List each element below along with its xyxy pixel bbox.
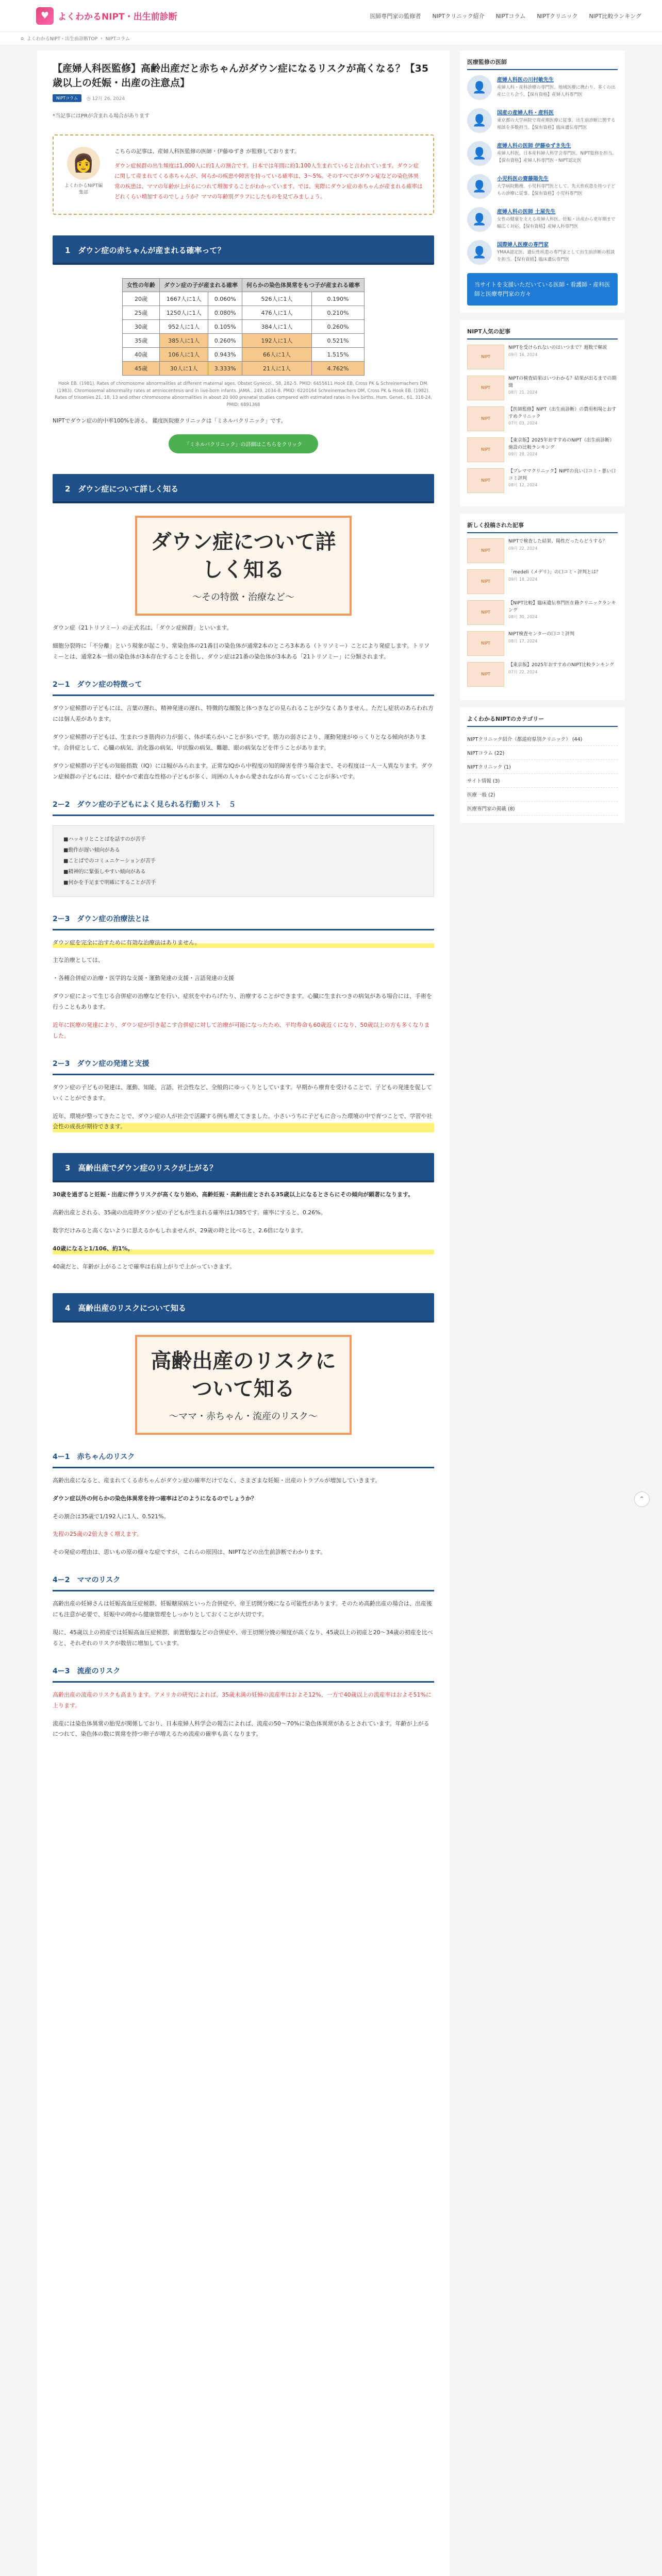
post-title[interactable]: 「medeli（メデリ）」の口コミ・評判とは？ <box>508 570 601 575</box>
post-item[interactable] <box>467 468 618 493</box>
section-4-heading: 4 高齢出産のリスクについて知る <box>53 1293 434 1323</box>
doctor-name[interactable]: 産婦人科医の川村敏先生 <box>497 77 554 83</box>
doctor-text <box>497 141 618 166</box>
doctor-text <box>497 108 618 133</box>
table-cell: 3.333% <box>208 362 242 376</box>
breadcrumb-category[interactable]: NIPTコラム <box>105 37 130 42</box>
post-date: 08月 30, 2024 <box>508 615 538 620</box>
post-thumbnail: NIPT <box>467 631 504 656</box>
doctor-text <box>497 75 618 100</box>
post-title[interactable]: 【東京版】2025年おすすめのNIPT（出生前診断）施設の比較ランキング <box>508 438 615 450</box>
table-cell: 106人に1人 <box>160 348 208 362</box>
sec3-p3: 数字だけみると高くないように思えるかもしれませんが、29歳の時と比べると、2.6倍になります。 <box>53 1227 307 1234</box>
table-cell: 192人に1人 <box>242 334 312 348</box>
site-logo[interactable] <box>36 7 177 25</box>
breadcrumb-sep: › <box>101 36 103 41</box>
section-2-4-heading: 2ー3 ダウン症の発達と支援 <box>53 1058 434 1075</box>
post-thumbnail: NIPT <box>467 569 504 594</box>
hero-2-sub: 〜その特徴・治療など〜 <box>192 592 294 603</box>
nav-clinic[interactable]: NIPTクリニック <box>537 12 578 20</box>
doctor-text <box>497 207 618 232</box>
popular-card <box>460 320 625 506</box>
category-link[interactable]: 医療一般 (2) <box>467 788 618 802</box>
risk-table-body <box>123 292 365 376</box>
behavior-list <box>53 825 434 897</box>
table-cell: 385人に1人 <box>160 334 208 348</box>
nav-supervisors[interactable]: 医師専門家の監修者 <box>370 12 421 20</box>
sec23-p3: ダウン症によって生じる合併症の治療などを行い、症状をやわらげたり、治療することができます。心臓に生まれつきの病気がある場合には、手術を行うこともあります。 <box>53 993 432 1011</box>
post-item[interactable] <box>467 631 618 656</box>
sec21-p3: ダウン症候群の子どもの知能指数（IQ）には幅がみられます。正常なIQから中程度の知的障害を伴う場合まで、その程度は一人一人異なります。ダウン症候群の子どもには、穏やかで素直な性格の子どもが多く、周囲の人々から愛されながら育っていくことが多いです。 <box>53 762 433 780</box>
doctor-desc: 産婦人科医。日本産科婦人科学会専門医。NIPT監修を担当。【保有資格】産婦人科専門医・NIPT認定医 <box>497 151 617 163</box>
sec23-p2: 主な治療としては、 <box>53 957 104 964</box>
article-main <box>37 50 450 2576</box>
supporter-cta[interactable]: 当サイトを支援いただいている医師・看護師・産科医師と医療専門家の方々 <box>467 273 618 306</box>
post-text <box>508 406 618 431</box>
table-cell: 1667人に1人 <box>160 292 208 306</box>
doctor-avatar-icon: 👤 <box>467 240 492 265</box>
breadcrumb-home[interactable]: よくわかるNIPT・出生前診断TOP <box>26 37 98 42</box>
doctor-avatar-icon: 👤 <box>467 141 492 166</box>
category-title: よくわかるNIPTのカテゴリー <box>467 715 618 727</box>
table-citation: Hook EB. (1981). Rates of chromosome abnormalities at different maternal ages. Obstet Gynecol., 58, 282-5. PMID: 6455611 Hook EB, Cross PK & Schreinemachers DM. (1983). Chromosomal abnormality rates at amniocentesis and in live-born infants. JAMA., 249, 2034-8. PMID: 6220164 Schreinemachers DM, Cross PK & Hook EB. (1982). Rates of trisomies 21, 18, 13 and other chromosome abnormalities in about 20 000 prenatal studies compared with estimated rates in live births. Hum. Genet., 61, 318-24. PMID: 6891368 <box>55 381 432 408</box>
section-4-1-heading: 4ー1 赤ちゃんのリスク <box>53 1451 434 1468</box>
table-row <box>123 306 365 320</box>
sec41-p5: その発症の理由は、思いもの原の様々な症ですが、これらの原因は、NIPTなどの出生前診断でわかります。 <box>53 1549 326 1556</box>
doctor-text <box>497 240 618 265</box>
post-date: 09月 22, 2024 <box>508 546 538 551</box>
post-text <box>508 600 618 625</box>
doctor-name[interactable]: 産婦人科の医師 土屋先生 <box>497 209 556 215</box>
sec24-p2: 近年、環境が整ってきたことで、ダウン症の人が社会で活躍する例も増えてきました。小さいうちに子どもに合った環境の中で育つことで、学習や社会性の成長が期待できます。 <box>53 1111 434 1133</box>
table-cell: 0.190% <box>311 292 364 306</box>
post-item[interactable] <box>467 662 618 687</box>
doctor-item <box>467 141 618 166</box>
section-2-heading: 2 ダウン症について詳しく知る <box>53 474 434 503</box>
pr-note: *当記事にはPRが含まれる場合があります <box>53 113 150 120</box>
table-row <box>123 334 365 348</box>
doctor-desc: YMAA認定医、遺伝性疾患の専門家として出生前診断の相談を担当。【保有資格】臨床遺伝専門医 <box>497 250 615 262</box>
editor-face-icon: 👩 <box>67 147 100 180</box>
doctor-desc: 大学病院勤務。小児科専門医として、先天性疾患を持つ子どもの診療に従事。【保有資格】小児科専門医 <box>497 184 616 196</box>
hero-2-title: ダウン症について詳しく知る <box>151 530 336 582</box>
post-title[interactable]: NIPTを受けられないのはいつまで？週数で解説 <box>508 345 607 351</box>
post-thumbnail: NIPT <box>467 376 504 400</box>
table-cell: 1.515% <box>311 348 364 362</box>
editor-avatar <box>63 147 104 202</box>
sec2-p2: 細胞分裂時に「不分離」という現象が起こり、常染色体の21番目の染色体が通常2本のところ3本ある（トリソミー）ことにより発症します。トリソミーとは、通常2本一組の染色体が3本存在することを指し、ダウン症は21番の染色体が3本ある「21トリソミー」に分類されます。 <box>53 642 430 660</box>
post-title[interactable]: 【プレママクリニック】NIPTの良い口コミ・悪い口コミ評判 <box>508 469 616 481</box>
list-item: ■ことばでのコミュニケーションが苦手 <box>63 858 156 864</box>
doctor-list <box>467 75 618 265</box>
category-link[interactable]: サイト情報 (3) <box>467 774 618 788</box>
nav-column[interactable]: NIPTコラム <box>495 12 526 20</box>
table-cell: 0.260% <box>311 320 364 334</box>
sec21-p1: ダウン症候群の子どもには、言葉の遅れ、精神発達の遅れ、特徴的な顔貌と体つきなどの見られることが少なくありません。ただし症状のあらわれ方には個人差があります。 <box>53 705 434 723</box>
doctor-desc: 女性の健康を支える産婦人科医。妊娠・出産から更年期まで幅広く対応。【保有資格】産婦人科専門医 <box>497 217 616 229</box>
table-cell: 4.762% <box>311 362 364 376</box>
clinic-detail-button[interactable]: 「ミネルバクリニック」の詳細はこちらをクリック <box>169 434 318 453</box>
site-header <box>0 0 662 32</box>
risk-table <box>122 278 365 376</box>
doctor-avatar-icon: 👤 <box>467 75 492 100</box>
th-down: ダウン症の子が産まれる確率 <box>160 278 242 292</box>
category-tag[interactable]: NIPTコラム <box>53 94 81 102</box>
doctor-item <box>467 108 618 133</box>
sec21-p2: ダウン症候群の子どもは、生まれつき筋肉の力が弱く、体が柔らかいことが多いです。筋力の弱さにより、運動発達がゆっくりとなる傾向があります。合併症として、心臓の病気、消化器の病気、甲状腺の病気、難聴、眼の病気などを伴うことがあります。 <box>53 733 426 751</box>
post-text <box>508 468 618 493</box>
sec3-p2: 高齢出産とされる、35歳の出産時ダウン症の子どもが生まれる確率は1/385です。確率にすると、0.26%。 <box>53 1209 326 1216</box>
post-item[interactable] <box>467 406 618 431</box>
sec43-p2: 流産には染色体異常の胎児が関係しており、日本産婦人科学会の報告によれば、流産の50〜70%に染色体異常があるとされています。年齢が上がるにつれて、染色体の数に異常を持つ卵子が増えるため流産の確率も高くなります。 <box>53 1720 429 1738</box>
intro-box <box>53 134 434 215</box>
post-thumbnail: NIPT <box>467 468 504 493</box>
table-cell: 0.260% <box>208 334 242 348</box>
post-text <box>508 538 607 563</box>
post-title[interactable]: NIPTの検査結果はいつわかる？結果が出るまでの期間 <box>508 376 617 388</box>
doctor-name[interactable]: 小児科医の齋藤陽先生 <box>497 176 549 182</box>
table-cell: 0.105% <box>208 320 242 334</box>
category-link[interactable]: NIPTコラム (22) <box>467 746 618 760</box>
doctor-name[interactable]: 産婦人科の医師 伊藤ゆずき先生 <box>497 143 571 149</box>
article-title: 【産婦人科医監修】高齢出産だと赤ちゃんがダウン症になるリスクが高くなる？【35歳以上の妊娠・出産の注意点】 <box>53 63 429 89</box>
table-cell: 384人に1人 <box>242 320 312 334</box>
logo-text: よくわかるNIPT・出生前診断 <box>58 12 177 22</box>
post-title[interactable]: 【東京版】2025年おすすめのNIPT比較ランキング <box>508 663 615 668</box>
intro-supervisor: こちらの記事は、産婦人科医監修の医師・伊藤ゆずき が監修しております。 <box>114 148 300 155</box>
scroll-top-button[interactable] <box>634 1492 650 1507</box>
doctor-avatar-icon: 👤 <box>467 174 492 199</box>
section-2-1-heading: 2ー1 ダウン症の特徴って <box>53 679 434 696</box>
recent-title: 新しく投稿された記事 <box>467 521 618 533</box>
post-date: 09月 18, 2024 <box>508 577 538 582</box>
clinic-note: NIPTでダウン症の的中率100%を誇る、 鑑度医院療クリニックは「ミネルバクリニック」です。 <box>53 417 287 424</box>
table-cell: 21人に1人 <box>242 362 312 376</box>
table-cell: 0.521% <box>311 334 364 348</box>
post-title[interactable]: NIPTで検査した結果、陽性だったらどうする？ <box>508 539 607 545</box>
section-2-3-heading: 2ー3 ダウン症の治療法とは <box>53 913 434 930</box>
th-age: 女性の年齢 <box>123 278 160 292</box>
post-text <box>508 631 574 656</box>
table-cell: 0.943% <box>208 348 242 362</box>
category-link[interactable]: NIPTクリニック紹介（都道府県別クリニック） (44) <box>467 732 618 746</box>
publish-date: ◷ 12月 26, 2024 <box>86 96 125 102</box>
sec41-p2: ダウン症以外の何らかの染色体異常を持つ確率はどのようになるのでしょうか？ <box>53 1495 257 1502</box>
list-item: ■何かを手足まで明確にすることが苦手 <box>63 879 156 886</box>
table-cell: 1250人に1人 <box>160 306 208 320</box>
post-item[interactable] <box>467 376 618 400</box>
table-cell: 526人に1人 <box>242 292 312 306</box>
table-cell: 476人に1人 <box>242 306 312 320</box>
post-text <box>508 437 618 462</box>
doctor-item <box>467 240 618 265</box>
sec43-p1: 高齢出産の流産のリスクも高まります。アメリカの研究によれば、35歳未満の妊婦の流産率はおよそ12%、一方で40歳以上の流産率はおよそ51%に上ります。 <box>53 1691 432 1709</box>
popular-list <box>467 345 618 493</box>
doctor-item <box>467 174 618 199</box>
popular-title: NIPT人気の記事 <box>467 327 618 340</box>
doctor-desc: 産婦人科・産科診療の専門医。地域医療に携わり、多くの出産に立ち会う。【保有資格】産婦人科専門医 <box>497 85 616 97</box>
post-item[interactable] <box>467 345 618 369</box>
post-title[interactable]: 【医師監修】NIPT（出生前診断）の費用相場とおすすめクリニック <box>508 407 617 419</box>
sec41-p3: その割合は35歳で1/192人に1人、0.521%。 <box>53 1513 170 1520</box>
post-text <box>508 345 607 369</box>
table-row <box>123 292 365 306</box>
recent-list <box>467 538 618 687</box>
section-4-3-heading: 4ー3 流産のリスク <box>53 1666 434 1683</box>
post-text <box>508 376 618 400</box>
supervisor-title: 医療監修の医師 <box>467 58 618 70</box>
table-row <box>123 320 365 334</box>
post-item[interactable] <box>467 437 618 462</box>
main-nav <box>370 12 641 20</box>
post-date: 09月 16, 2024 <box>508 352 538 357</box>
sec24-p1: ダウン症の子どもの発達は、運動、知能、言語、社会性など、全般的にゆっくりとしています。早期から療育を受けることで、子どもの発達を促していくことができます。 <box>53 1083 432 1101</box>
doctor-item <box>467 75 618 100</box>
intro-body: ダウン症候群の出生頻度は1,000人に約1人の割合です。日本では年間に約1,100人生まれていると言われています。ダウン症に関して産まれてくる赤ちゃんが、何らかの疾患や障害を持っている確率は、3〜5%。そのすべてがダウン症などの染色体異常の疾患は、ママの年齢が上がるにつれて増加することがわかっています。では、実際にダウン症の赤ちゃんが産まれる確率はどれくらい増加するのでしょうか？ママの年齢別グラフにしたものを見てみましょう。 <box>114 163 423 200</box>
table-cell: 20歳 <box>123 292 160 306</box>
table-cell: 35歳 <box>123 334 160 348</box>
post-thumbnail: NIPT <box>467 662 504 687</box>
hero-4-sub: 〜ママ・赤ちゃん・流産のリスク〜 <box>169 1411 318 1422</box>
doctor-avatar-icon: 👤 <box>467 207 492 232</box>
table-cell: 952人に1人 <box>160 320 208 334</box>
table-row <box>123 362 365 376</box>
category-link[interactable]: 医療専門家の掲載 (8) <box>467 802 618 816</box>
sec3-p1: 30歳を過ぎると妊娠・出産に伴うリスクが高くなり始め、高齢妊娠・高齢出産とされる35歳以上になるとさらにその傾向が顕著になります。 <box>53 1191 414 1198</box>
post-date: 09月 28, 2024 <box>508 452 538 457</box>
home-icon: ⌂ <box>21 36 24 41</box>
table-cell: 40歳 <box>123 348 160 362</box>
section-3-heading: 3 高齢出産でダウン症のリスクが上がる？ <box>53 1153 434 1182</box>
sec2-p1: ダウン症（21トリソミー）の正式名は、「ダウン症候群」といいます。 <box>53 624 233 632</box>
nav-clinic-intro[interactable]: NIPTクリニック紹介 <box>432 12 485 20</box>
table-cell: 0.060% <box>208 292 242 306</box>
post-title[interactable]: NIPT検査センターの口コミ評判 <box>508 632 574 637</box>
doctor-item <box>467 207 618 232</box>
table-cell: 30人に1人 <box>160 362 208 376</box>
sidebar <box>460 50 625 2576</box>
post-date: 08月 17, 2024 <box>508 638 538 643</box>
breadcrumb <box>0 32 662 45</box>
list-item: ■動作が遅い傾向がある <box>63 847 120 853</box>
sec42-p1: 高齢出産の妊婦さんは妊娠高血圧症候群、妊娠糖尿病といった合併症や、帝王切開分娩になる可能性があります。そのため高齢出産の場合は、出産後にも注意が必要で、妊娠中の時から健康管理をしっかりとしておくことが大切です。 <box>53 1600 432 1618</box>
doctor-desc: 東京都の大学病院で周産期医療に従事。出生前診断に関する相談を多数担当。【保有資格】臨床遺伝専門医 <box>497 118 616 130</box>
th-chrom: 何らかの染色体異常をもつ子が産まれる確率 <box>242 278 365 292</box>
editor-name: よくわかるNIPT編集部 <box>64 183 103 196</box>
supervisor-card <box>460 50 625 313</box>
post-thumbnail: NIPT <box>467 600 504 625</box>
section-4-hero <box>135 1335 352 1435</box>
category-list <box>467 732 618 816</box>
section-2-2-heading: 2ー2 ダウン症の子どもによく見られる行動リスト ５ <box>53 799 434 816</box>
post-date: 07月 22, 2024 <box>508 669 538 674</box>
post-date: 08月 21, 2024 <box>508 390 538 395</box>
table-cell: 30歳 <box>123 320 160 334</box>
doctor-name[interactable]: 国産の産婦人科・産科医 <box>497 110 554 116</box>
sec23-p4: 近年に医療の発達により、ダウン症が引き起こす合併症に対して治療が可能になったため、平均寿命も60歳近くになり、50歳以上の方も多くなりました。 <box>53 1021 430 1039</box>
category-card <box>460 707 625 823</box>
list-item: ■精神的に緊張しやすい傾向がある <box>63 869 146 875</box>
table-cell: 0.080% <box>208 306 242 320</box>
sec41-p1: 高齢出産になると、産まれてくる赤ちゃんがダウン症の確率だけでなく、さまざまな妊娠・出産のトラブルが増加していきます。 <box>53 1477 381 1484</box>
section-4-2-heading: 4ー2 ママのリスク <box>53 1574 434 1591</box>
article-meta <box>53 94 434 102</box>
post-thumbnail: NIPT <box>467 406 504 431</box>
sec41-p4: 先程の25歳の2倍大きく増えます。 <box>53 1531 143 1538</box>
section-1-heading: 1 ダウン症の赤ちゃんが産まれる確率って？ <box>53 235 434 265</box>
table-cell: 66人に1人 <box>242 348 312 362</box>
chevron-up-icon: ⌃ <box>639 1495 645 1503</box>
post-thumbnail: NIPT <box>467 437 504 462</box>
table-cell: 0.210% <box>311 306 364 320</box>
hero-4-title: 高齢出産のリスクについて知る <box>151 1349 336 1401</box>
category-link[interactable]: NIPTクリニック (1) <box>467 760 618 774</box>
post-item[interactable] <box>467 600 618 625</box>
sec23-p1: ダウン症を完全に治すために有効な治療法はありません。 <box>53 938 434 948</box>
section-2-hero <box>135 516 352 616</box>
recent-card <box>460 514 625 700</box>
post-item[interactable] <box>467 569 618 594</box>
doctor-avatar-icon: 👤 <box>467 108 492 133</box>
list-item: ■ハッキリとことばを話すのが苦手 <box>63 836 146 842</box>
sec3-p5: 40歳だと、年齢が上がることで確率は右肩上がりで上がっていきます。 <box>53 1263 236 1270</box>
post-text <box>508 662 614 687</box>
sec23-list: ・各種合併症の治療・医学的な支援・運動発達の支援・言語発達の支援 <box>53 975 234 982</box>
post-date: 08月 12, 2024 <box>508 483 538 488</box>
table-cell: 45歳 <box>123 362 160 376</box>
table-row <box>123 348 365 362</box>
nav-ranking[interactable]: NIPT比較ランキング <box>589 12 641 20</box>
doctor-text <box>497 174 618 199</box>
post-thumbnail: NIPT <box>467 538 504 563</box>
post-thumbnail: NIPT <box>467 345 504 369</box>
logo-icon: ♥ <box>36 7 54 25</box>
table-cell: 25歳 <box>123 306 160 320</box>
doctor-name[interactable]: 国際婦人医療の専門家 <box>497 242 549 248</box>
sec3-p4: 40歳になると1/106、約1%。 <box>53 1244 434 1255</box>
post-item[interactable] <box>467 538 618 563</box>
post-text <box>508 569 601 594</box>
post-date: 07月 03, 2024 <box>508 421 538 426</box>
post-title[interactable]: 【NIPT比較】臨床遺伝専門医在籍クリニックランキング <box>508 601 616 613</box>
sec42-p2: 現に、45歳以上の初産では妊娠高血圧症候群、前置胎盤などの合併症や、帝王切開分娩の頻度が高くなり、45歳以上の初産と20〜34歳の初産を比べると、それぞれのリスクが数倍に増加しています。 <box>53 1629 433 1647</box>
